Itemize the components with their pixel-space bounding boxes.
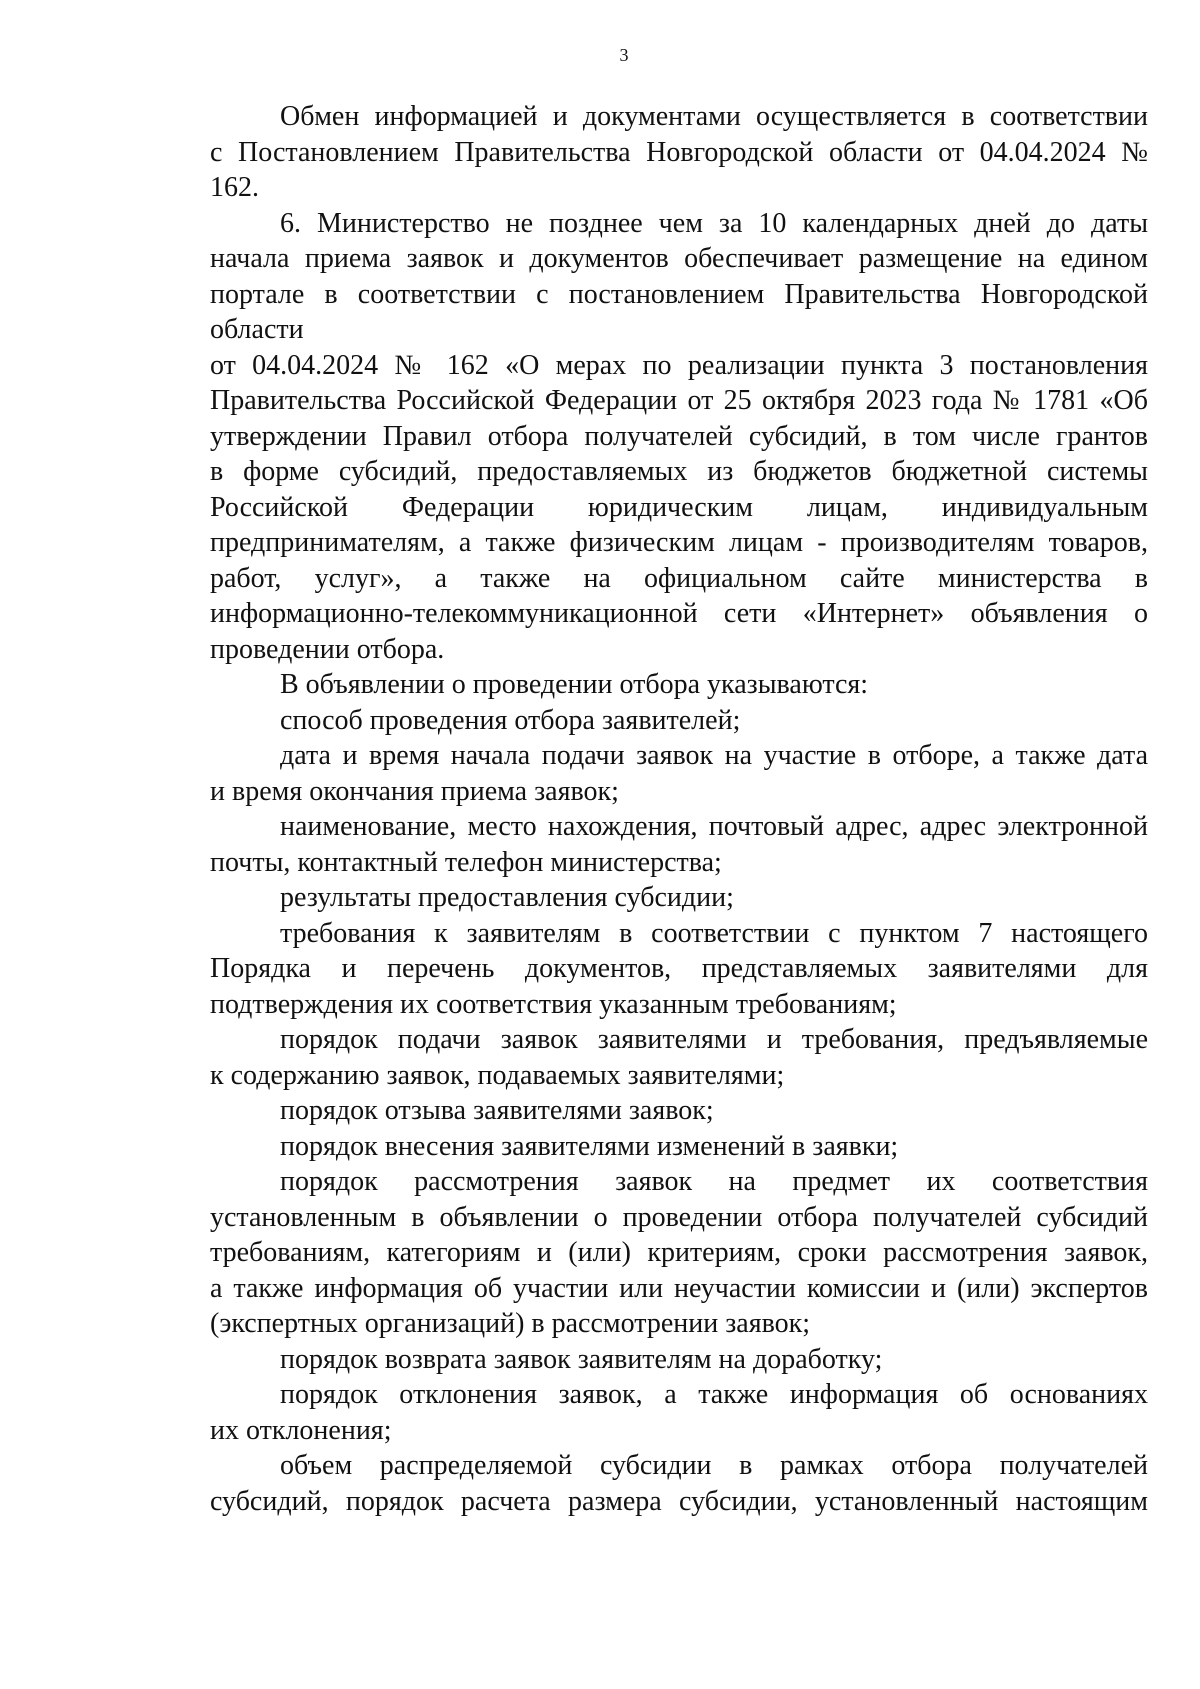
text-line: подтверждения их соответствия указанным требованиям;	[210, 988, 897, 1020]
text-line: 162.	[210, 172, 259, 203]
page-number: 3	[619, 45, 629, 65]
text-line: порядок подачи заявок заявителями и требования, предъявляемые	[280, 1024, 1148, 1055]
text-line: требованиям, категориям и (или) критериям, сроки рассмотрения заявок,	[210, 1237, 1148, 1268]
paragraph	[210, 1129, 1148, 1165]
text-line: области	[210, 314, 304, 345]
text-line: их отклонения;	[210, 1414, 392, 1446]
paragraph	[210, 1377, 1148, 1448]
text-line: Правительства Российской Федерации от 25 октября 2023 года № 1781 «Об	[210, 385, 1148, 416]
text-line: почты, контактный телефон министерства;	[210, 846, 722, 878]
text-line: с Постановлением Правительства Новгородской области от 04.04.2024 №	[210, 136, 1148, 168]
paragraph	[210, 880, 1148, 916]
text-line: работ, услуг», а также на официальном сайте министерства в	[210, 562, 1148, 594]
paragraph	[210, 703, 1148, 739]
paragraph	[210, 1342, 1148, 1378]
text-line: и время окончания приема заявок;	[210, 775, 619, 807]
text-line: проведении отбора.	[210, 633, 445, 665]
text-line: наименование, место нахождения, почтовый адрес, адрес электронной	[280, 811, 1148, 842]
paragraph	[210, 206, 1148, 348]
text-line: порядок возврата заявок заявителям на доработку;	[280, 1343, 883, 1375]
paragraph	[210, 738, 1148, 809]
text-line: утверждении Правил отбора получателей субсидий, в том числе грантов	[210, 420, 1148, 452]
text-line: порядок рассмотрения заявок на предмет их соответствия	[280, 1166, 1148, 1197]
paragraph	[210, 1448, 1148, 1519]
document-body	[210, 99, 1148, 1519]
text-line: порядок отзыва заявителями заявок;	[280, 1095, 714, 1126]
text-line: дата и время начала подачи заявок на участие в отборе, а также дата	[280, 740, 1148, 771]
paragraph	[210, 1093, 1148, 1129]
text-line: В объявлении о проведении отбора указываются:	[280, 669, 869, 700]
text-line: портале в соответствии с постановлением Правительства Новгородской	[210, 278, 1148, 310]
text-line: 6. Министерство не позднее чем за 10 календарных дней до даты	[280, 207, 1148, 239]
text-line: Порядка и перечень документов, представляемых заявителями для	[210, 953, 1148, 984]
text-line: результаты предоставления субсидии;	[280, 882, 734, 913]
text-line: предпринимателям, а также физическим лицам - производителям товаров,	[210, 527, 1148, 558]
paragraph	[210, 99, 1148, 206]
paragraph	[210, 667, 1148, 703]
paragraph	[210, 916, 1148, 1023]
text-line: а также информация об участии или неучастии комиссии и (или) экспертов	[210, 1272, 1148, 1304]
paragraph	[210, 809, 1148, 880]
paragraph	[210, 1164, 1148, 1342]
text-line: (экспертных организаций) в рассмотрении заявок;	[210, 1308, 810, 1339]
text-line: объем распределяемой субсидии в рамках отбора получателей	[280, 1450, 1148, 1481]
text-line: порядок отклонения заявок, а также информация об основаниях	[280, 1379, 1148, 1410]
text-line: от 04.04.2024 № 162 «О мерах по реализации пункта 3 постановления	[210, 349, 1148, 381]
paragraph	[210, 1022, 1148, 1093]
text-line: в форме субсидий, предоставляемых из бюджетов бюджетной системы	[210, 456, 1148, 487]
text-line: требования к заявителям в соответствии с пунктом 7 настоящего	[280, 917, 1148, 949]
text-line: способ проведения отбора заявителей;	[280, 704, 741, 736]
text-line: установленным в объявлении о проведении отбора получателей субсидий	[210, 1201, 1148, 1233]
text-line: начала приема заявок и документов обеспечивает размещение на едином	[210, 243, 1148, 274]
text-line: информационно-телекоммуникационной сети «Интернет» объявления о	[210, 598, 1148, 629]
text-line: к содержанию заявок, подаваемых заявителями;	[210, 1059, 785, 1091]
text-line: Российской Федерации юридическим лицам, индивидуальным	[210, 491, 1148, 523]
text-line: Обмен информацией и документами осуществляется в соответствии	[280, 101, 1148, 132]
paragraph	[210, 348, 1148, 668]
text-line: порядок внесения заявителями изменений в заявки;	[280, 1130, 899, 1162]
text-line: субсидий, порядок расчета размера субсидии, установленный настоящим	[210, 1485, 1148, 1517]
